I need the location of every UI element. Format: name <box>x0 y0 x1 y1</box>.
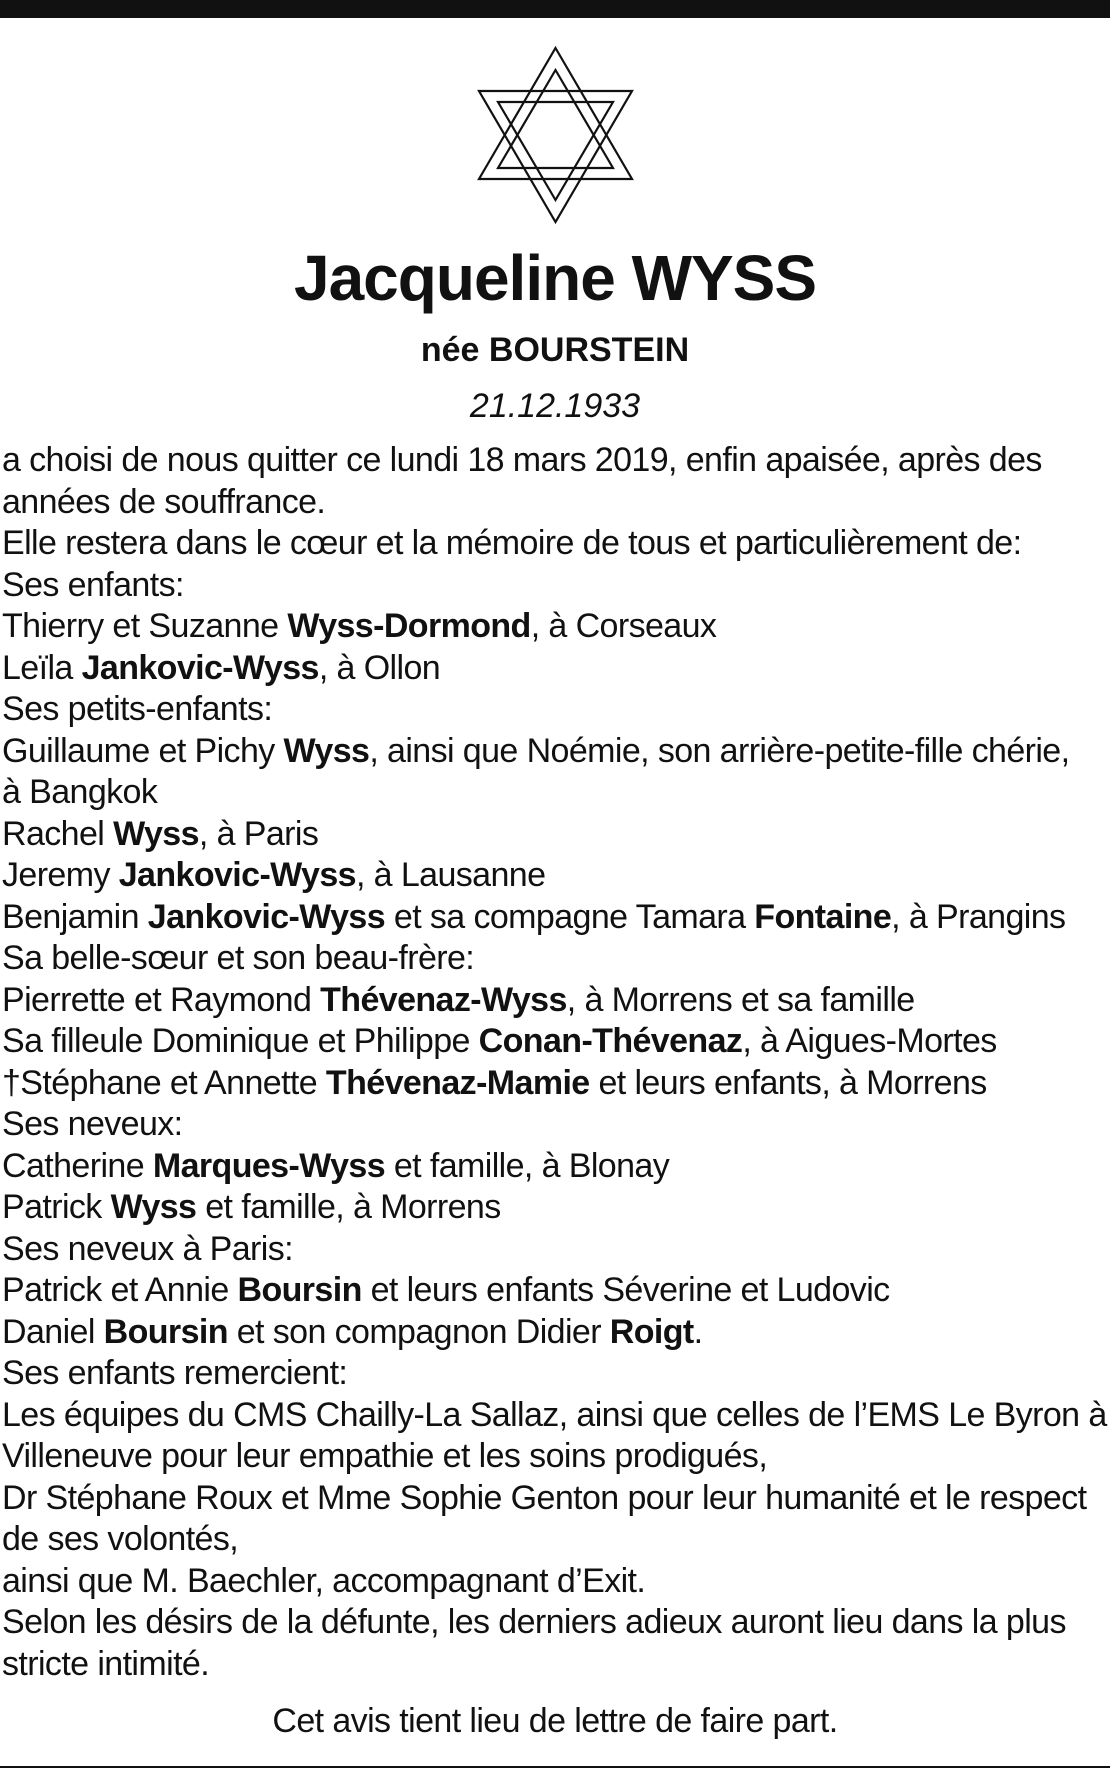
text-segment: et leurs enfants Séverine et Ludovic <box>361 1271 890 1309</box>
text-segment: à Bangkok <box>2 773 158 811</box>
family-name: Jankovic-Wyss <box>81 648 319 687</box>
text-segment: Ses enfants: <box>2 565 184 604</box>
maiden-name: née BOURSTEIN <box>420 331 690 369</box>
text-segment: ainsi que M. Baechler, accompagnant d’Exit. <box>2 1561 646 1600</box>
family-name: Wyss <box>113 814 199 853</box>
notice-line <box>2 1229 1108 1271</box>
text-segment: Ses enfants remercient: <box>2 1354 348 1392</box>
text-segment: Ses neveux à Paris: <box>2 1229 293 1268</box>
notice-line <box>2 1146 1108 1188</box>
notice-line <box>2 1104 1108 1146</box>
text-segment: Patrick <box>2 1188 111 1226</box>
family-name: Wyss <box>110 1188 197 1226</box>
notice-line <box>2 938 1108 980</box>
text-segment: , à Paris <box>198 814 319 853</box>
notice-line <box>2 1021 1108 1063</box>
notice-line <box>2 731 1108 773</box>
notice-line <box>2 648 1108 690</box>
text-segment: Daniel <box>2 1312 104 1351</box>
text-segment: Dr Stéphane Roux et Mme Sophie Genton pour leur humanité et le respect <box>2 1478 1087 1517</box>
text-segment: Catherine <box>2 1146 153 1185</box>
notice-line <box>2 855 1108 897</box>
notice-line <box>2 1063 1108 1105</box>
text-segment: Thierry et Suzanne <box>2 607 288 645</box>
birth-date: 21.12.1933 <box>469 387 641 425</box>
text-segment: années de souffrance. <box>2 482 326 521</box>
family-name: Thévenaz-Mamie <box>325 1063 590 1102</box>
notice-line <box>2 814 1108 856</box>
text-segment: Pierrette et Raymond <box>2 980 321 1019</box>
text-segment: et leurs enfants, à Morrens <box>589 1063 987 1102</box>
text-segment: stricte intimité. <box>2 1644 210 1683</box>
text-segment: , ainsi que Noémie, son arrière-petite-fille chérie, <box>369 731 1070 770</box>
family-name: Roigt <box>609 1312 694 1351</box>
notice-line <box>2 523 1108 565</box>
top-rule <box>0 0 1110 18</box>
notice-line <box>2 897 1108 939</box>
text-segment: , à Lausanne <box>355 856 546 894</box>
family-name: Conan-Thévenaz <box>478 1022 743 1060</box>
text-segment: †Stéphane et Annette <box>2 1063 326 1102</box>
text-segment: Sa filleule Dominique et Philippe <box>2 1022 479 1060</box>
family-name: Boursin <box>103 1312 228 1351</box>
notice-line <box>2 1395 1108 1437</box>
notice-line <box>2 1436 1108 1478</box>
text-segment: Leïla <box>2 648 82 687</box>
text-segment: Benjamin <box>2 897 148 936</box>
notice-line <box>2 1519 1108 1561</box>
notice-line <box>2 980 1108 1022</box>
notice-line <box>2 606 1108 648</box>
notice-line <box>2 1644 1108 1686</box>
notice-line <box>2 1187 1108 1229</box>
notice-line <box>2 689 1108 731</box>
star-of-david-icon <box>477 46 634 224</box>
notice-body <box>2 440 1108 1685</box>
text-segment: et famille, à Morrens <box>196 1188 501 1226</box>
text-segment: , à Ollon <box>318 648 441 687</box>
text-segment: Selon les désirs de la défunte, les derniers adieux auront lieu dans la plus <box>2 1603 1066 1641</box>
text-segment: Villeneuve pour leur empathie et les soins prodigués, <box>2 1437 768 1475</box>
family-name: Jankovic-Wyss <box>118 856 356 894</box>
text-segment: et sa compagne Tamara <box>385 897 755 936</box>
notice-line <box>2 1561 1108 1603</box>
text-segment: Guillaume et Pichy <box>2 731 284 770</box>
family-name: Jankovic-Wyss <box>147 897 386 936</box>
text-segment: , à Aigues-Mortes <box>742 1022 997 1060</box>
bottom-rule <box>0 1766 1110 1768</box>
family-name: Fontaine <box>754 897 892 936</box>
text-segment: , à Corseaux <box>530 607 717 645</box>
family-name: Thévenaz-Wyss <box>320 980 567 1019</box>
family-name: Boursin <box>237 1271 362 1309</box>
family-name: Marques-Wyss <box>152 1146 386 1185</box>
notice-line <box>2 1312 1108 1354</box>
text-segment: Ses petits-enfants: <box>2 690 273 728</box>
text-segment: Sa belle-sœur et son beau-frère: <box>2 939 475 977</box>
deceased-name: Jacqueline WYSS <box>293 242 817 314</box>
family-name: Wyss-Dormond <box>287 607 531 645</box>
notice-line <box>2 565 1108 607</box>
text-segment: Jeremy <box>2 856 119 894</box>
text-segment: et son compagnon Didier <box>227 1312 610 1351</box>
text-segment: a choisi de nous quitter ce lundi 18 mars 2019, enfin apaisée, après des <box>2 441 1042 479</box>
text-segment: . <box>693 1312 703 1351</box>
text-segment: Ses neveux: <box>2 1105 183 1143</box>
notice-line <box>2 1270 1108 1312</box>
text-segment: de ses volontés, <box>2 1520 239 1558</box>
notice-line <box>2 772 1108 814</box>
text-segment: , à Morrens et sa famille <box>566 980 915 1019</box>
text-segment: Rachel <box>2 814 114 853</box>
notice-line <box>2 482 1108 524</box>
notice-line <box>2 1602 1108 1644</box>
notice-line <box>2 440 1108 482</box>
closing-line: Cet avis tient lieu de lettre de faire part. <box>272 1702 838 1740</box>
text-segment: Patrick et Annie <box>2 1271 238 1309</box>
text-segment: Elle restera dans le cœur et la mémoire de tous et particulièrement de: <box>2 524 1022 562</box>
text-segment: Les équipes du CMS Chailly-La Sallaz, ainsi que celles de l’EMS Le Byron à <box>2 1395 1107 1434</box>
notice-line <box>2 1478 1108 1520</box>
text-segment: , à Prangins <box>891 897 1066 936</box>
text-segment: et famille, à Blonay <box>385 1146 670 1185</box>
family-name: Wyss <box>283 731 370 770</box>
notice-line <box>2 1353 1108 1395</box>
